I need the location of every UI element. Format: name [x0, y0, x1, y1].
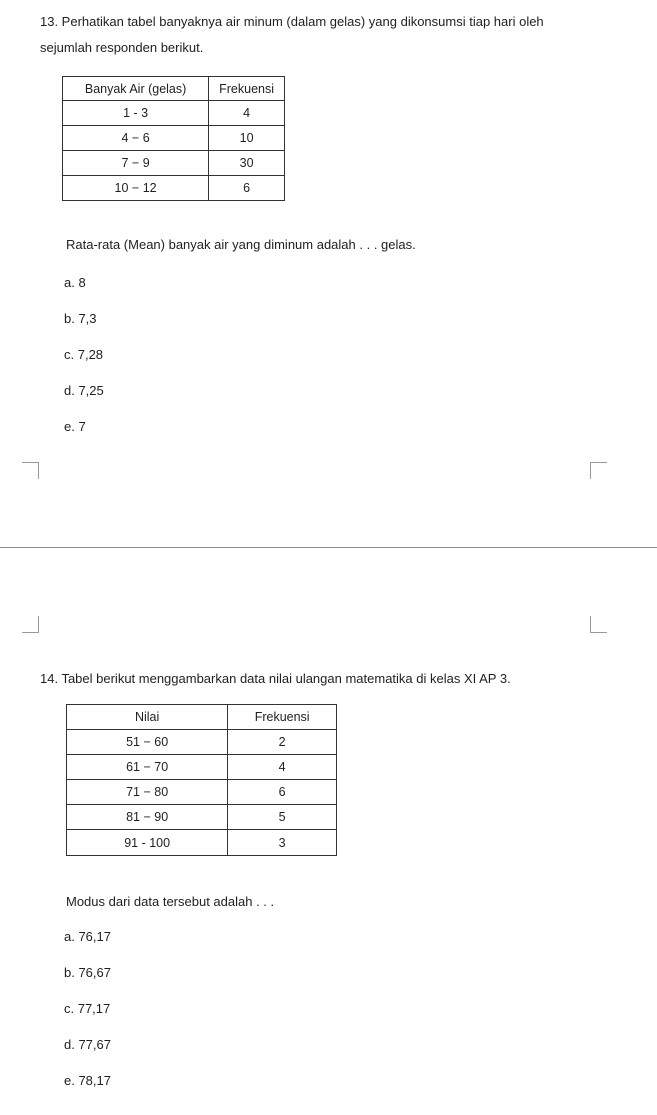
table-cell: 5: [228, 805, 337, 830]
table-cell: 3: [228, 830, 337, 856]
table-cell: 51 − 60: [67, 730, 228, 755]
table-cell: 6: [228, 780, 337, 805]
q14-header-frekuensi: Frekuensi: [228, 705, 337, 730]
table-cell: 4 − 6: [63, 126, 209, 151]
q13-table: [62, 76, 285, 201]
table-cell: 71 − 80: [67, 780, 228, 805]
q13-text-line2: sejumlah responden berikut.: [40, 40, 204, 55]
q14-text-line1: 14. Tabel berikut menggambarkan data nilai ulangan matematika di kelas XI AP 3.: [40, 671, 511, 686]
q13-option-c[interactable]: c. 7,28: [64, 347, 104, 362]
q14-table: [66, 704, 337, 856]
page-corner-mark: [590, 462, 607, 479]
q14-question: Modus dari data tersebut adalah . . .: [66, 894, 275, 909]
q13-text-line1: 13. Perhatikan tabel banyaknya air minum (dalam gelas) yang dikonsumsi tiap hari oleh: [40, 14, 544, 29]
q14-option-b[interactable]: b. 76,67: [64, 965, 111, 980]
table-cell: 91 - 100: [67, 830, 228, 856]
table-cell: 10: [209, 126, 285, 151]
q14-option-a[interactable]: a. 76,17: [64, 929, 111, 944]
table-cell: 2: [228, 730, 337, 755]
table-cell: 30: [209, 151, 285, 176]
table-cell: 4: [209, 101, 285, 126]
table-cell: 7 − 9: [63, 151, 209, 176]
q14-header-nilai: Nilai: [67, 705, 228, 730]
page-corner-mark: [22, 462, 39, 479]
table-cell: 1 - 3: [63, 101, 209, 126]
table-cell: 81 − 90: [67, 805, 228, 830]
q13-option-d[interactable]: d. 7,25: [64, 383, 104, 398]
q13-option-a[interactable]: a. 8: [64, 275, 86, 290]
q13-option-e[interactable]: e. 7: [64, 419, 86, 434]
table-cell: 61 − 70: [67, 755, 228, 780]
q14-option-e[interactable]: e. 78,17: [64, 1073, 111, 1088]
page-corner-mark: [590, 616, 607, 633]
q14-option-d[interactable]: d. 77,67: [64, 1037, 111, 1052]
page-break-divider: [0, 547, 657, 548]
q13-option-b[interactable]: b. 7,3: [64, 311, 97, 326]
page-corner-mark: [22, 616, 39, 633]
q13-header-banyak-air: Banyak Air (gelas): [63, 77, 209, 101]
q13-question: Rata-rata (Mean) banyak air yang diminum adalah . . . gelas.: [66, 237, 416, 252]
table-cell: 4: [228, 755, 337, 780]
q14-option-c[interactable]: c. 77,17: [64, 1001, 111, 1016]
table-cell: 10 − 12: [63, 176, 209, 201]
table-cell: 6: [209, 176, 285, 201]
q13-header-frekuensi: Frekuensi: [209, 77, 285, 101]
